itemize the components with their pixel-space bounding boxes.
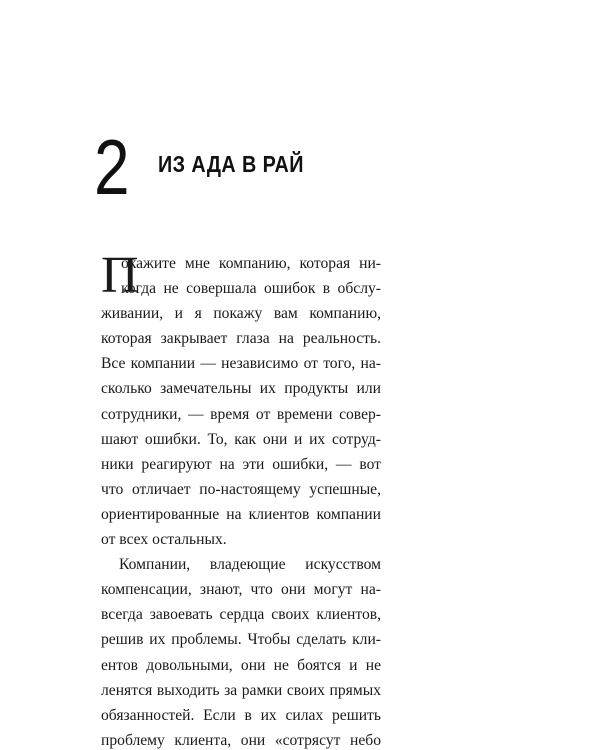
paragraph-2 (101, 552, 381, 750)
text-line: живании, и я покажу вам компанию, (101, 305, 381, 323)
text-line: что отличает по-настоящему успешные, (101, 480, 381, 498)
body-text (101, 247, 381, 750)
text-line: обязанностей. Если в их силах решить (101, 706, 381, 724)
text-line: окажите мне компанию, которая ни- (121, 255, 381, 272)
text-line: ориентированные на клиентов компании (101, 505, 381, 523)
chapter-number: 2 (94, 123, 130, 211)
text-line: когда не совершала ошибок в обслу- (121, 280, 381, 298)
text-line: ентов довольными, они не боятся и не (101, 656, 381, 674)
text-line: ники реагируют на эти ошибки, — вот (101, 455, 381, 473)
text-line: ленятся выходить за рамки своих прямых (101, 681, 381, 699)
chapter-title: ИЗ АДА В РАЙ (158, 151, 304, 177)
paragraph-1 (101, 247, 381, 552)
text-line: сколько замечательны их продукты или (101, 380, 381, 398)
text-line: сотрудники, — время от времени совер- (101, 405, 381, 423)
drop-cap: П (101, 247, 139, 304)
text-line: всегда завоевать сердца своих клиентов, (101, 606, 381, 624)
text-line: компенсации, знают, что они могут на- (101, 581, 381, 599)
text-line: от всех остальных. (101, 531, 227, 549)
text-line: шают ошибки. То, как они и их сотруд- (101, 430, 381, 448)
text-line: которая закрывает глаза на реальность. (101, 330, 381, 348)
text-line: Все компании — независимо от того, на- (101, 355, 381, 373)
text-line: Компании, владеющие искусством (119, 556, 381, 574)
text-line: проблему клиента, они «сотрясут небо (101, 731, 381, 749)
text-line: решив их проблемы. Чтобы сделать кли- (101, 631, 381, 649)
